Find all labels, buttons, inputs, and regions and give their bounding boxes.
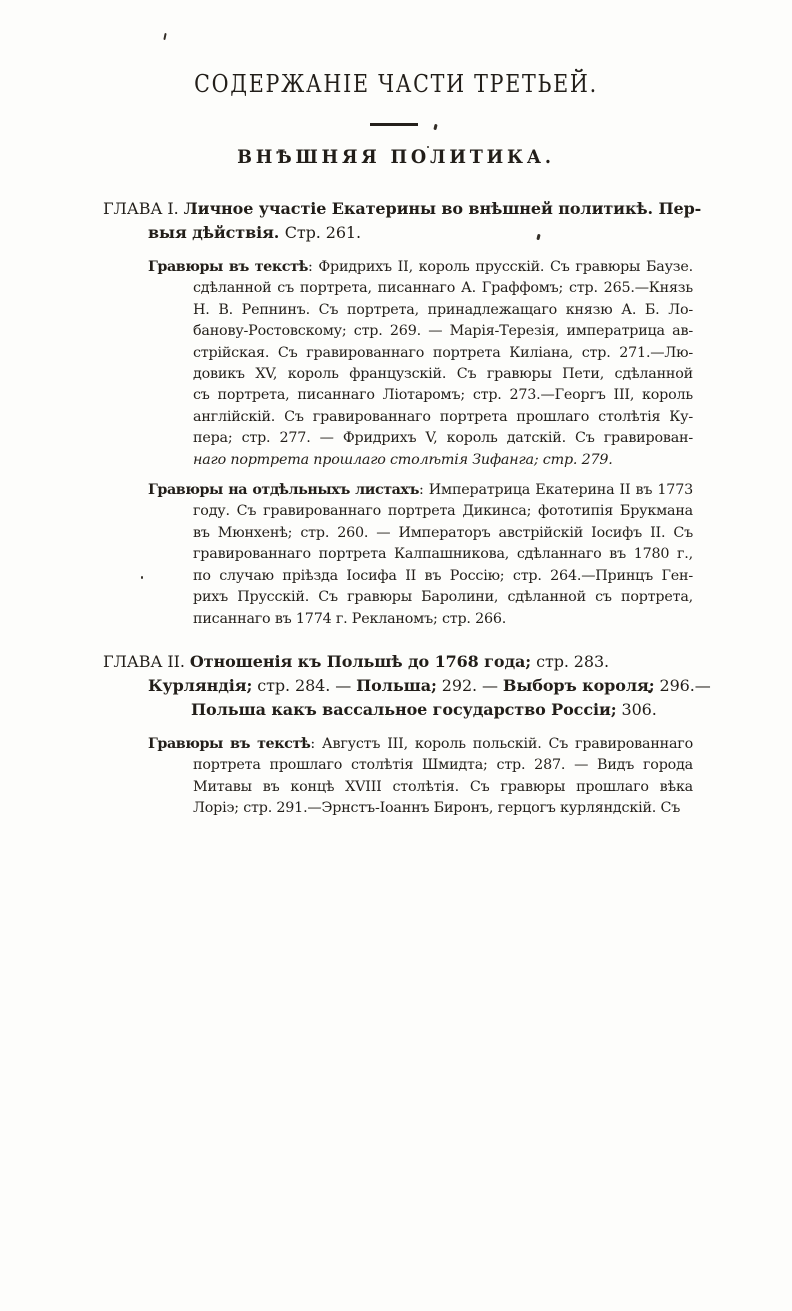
text-segment: Выборъ короля; [502, 675, 655, 695]
chapter-heading-line [148, 221, 693, 245]
toc-line [148, 734, 693, 755]
toc-line [193, 450, 693, 471]
text-segment: 296.— [654, 675, 711, 695]
toc-line [193, 609, 693, 630]
toc-line [193, 777, 693, 798]
text-segment: году. Съ гравированнаго портрета Дикинса; фототипія Брукмана [193, 503, 693, 520]
text-segment: Стр. 261. [284, 223, 361, 242]
text-segment: банову-Ростовскому; стр. 269. — Марія-Терезія, императрица ав- [193, 323, 693, 340]
toc-line [193, 428, 693, 449]
text-segment: Гравюры на отдѣльныхъ листахъ [148, 482, 420, 499]
chapter-heading-line [103, 197, 702, 221]
text-segment: ГЛАВА II. [103, 651, 190, 671]
engravings-paragraph [103, 480, 693, 630]
text-segment: выя дѣйствія. [148, 223, 285, 242]
engravings-paragraph [103, 734, 693, 820]
toc-line [193, 587, 693, 608]
toc-line [193, 523, 693, 544]
text-segment: 292. — [436, 675, 503, 695]
text-segment: сдѣланной съ портрета, писаннаго А. Граффомъ; стр. 265.—Князь [193, 280, 693, 297]
toc-line [193, 385, 693, 406]
text-segment: англійскій. Съ гравированнаго портрета прошлаго столѣтія Ку- [193, 408, 693, 425]
chapter-heading-line [191, 698, 693, 722]
chapter-heading-line [103, 650, 693, 674]
toc-line [193, 501, 693, 522]
text-segment: по случаю пріѣзда Іосифа II въ Россію; стр. 264.—Принцъ Ген- [193, 567, 693, 584]
toc-content [103, 197, 711, 820]
text-segment: ГЛАВА I. [103, 199, 184, 218]
text-segment: : Императрица Екатерина II въ 1773 [419, 482, 693, 499]
text-segment: въ Мюнхенѣ; стр. 260. — Императоръ австрійскій Іосифъ II. Съ [193, 524, 693, 541]
toc-line [148, 257, 693, 278]
toc-line [193, 407, 693, 428]
text-segment: Гравюры въ текстѣ [148, 735, 311, 752]
text-segment: 306. [616, 699, 657, 719]
text-segment: гравированнаго портрета Калпашникова, сдѣланнаго въ 1780 г., [193, 546, 693, 563]
toc-line [193, 798, 693, 819]
toc-line [148, 480, 693, 501]
text-segment: съ портрета, писаннаго Ліотаромъ; стр. 273.—Георгъ III, король [193, 387, 693, 404]
text-segment: наго портрета прошлаго столѣтія Зифанга; стр. 279. [193, 451, 613, 468]
chapter-heading-line [148, 674, 711, 698]
engravings-paragraph [103, 257, 693, 471]
text-segment: стр. 283. [531, 651, 610, 671]
toc-line [193, 321, 693, 342]
text-segment: стрійская. Съ гравированнаго портрета Киліана, стр. 271.—Лю- [193, 344, 693, 361]
text-segment: довикъ XV, король французскій. Съ гравюры Пети, сдѣланной [193, 366, 693, 383]
toc-line [193, 544, 693, 565]
toc-line [193, 364, 693, 385]
text-segment: пера; стр. 277. — Фридрихъ V, король датскій. Съ гравирован- [193, 430, 693, 447]
text-segment: рихъ Прусскій. Съ гравюры Баролини, сдѣланной съ портрета, [193, 589, 693, 606]
text-segment: стр. 284. — [252, 675, 357, 695]
page-title: СОДЕРЖАНІЕ ЧАСТИ ТРЕТЬЕЙ. [194, 70, 598, 98]
text-segment: Митавы въ концѣ XVIII столѣтія. Съ гравюры прошлаго вѣка [193, 778, 693, 795]
text-segment: Отношенія къ Польшѣ до 1768 года; [189, 651, 532, 671]
text-segment: портрета прошлаго столѣтія Шмидта; стр. 287. — Видъ города [193, 757, 693, 774]
text-segment: Гравюры въ текстѣ [148, 259, 308, 275]
text-segment: Польша; [356, 675, 437, 695]
toc-line [193, 566, 693, 587]
section-divider [370, 123, 418, 126]
section-heading: ВНѢШНЯЯ ПОЛИТИКА. [237, 147, 555, 168]
toc-line [193, 755, 693, 776]
text-segment: Личное участіе Екатерины во внѣшней политикѣ. Пер- [183, 199, 702, 218]
chapter-2 [103, 650, 711, 820]
scan-artifact [163, 33, 166, 40]
text-segment: Курляндія; [148, 675, 253, 695]
text-segment: : Фридрихъ II, король прусскій. Съ гравюры Баузе. [307, 259, 693, 275]
scan-artifact [433, 124, 437, 131]
text-segment: Польша какъ вассальное государство Россіи; [191, 699, 617, 719]
text-segment: Н. В. Репнинъ. Съ портрета, принадлежащаго князю А. Б. Ло- [193, 301, 693, 318]
toc-line [193, 343, 693, 364]
text-segment: Лоріэ; стр. 291.—Эрнстъ-Іоаннъ Биронъ, герцогъ курляндскій. Съ [193, 800, 681, 817]
text-segment: : Августъ III, король польскій. Съ гравированнаго [310, 735, 693, 752]
toc-line [193, 278, 693, 299]
text-segment: писаннаго въ 1774 г. Рекланомъ; стр. 266. [193, 610, 507, 627]
toc-line [193, 300, 693, 321]
chapter-1 [103, 197, 702, 630]
